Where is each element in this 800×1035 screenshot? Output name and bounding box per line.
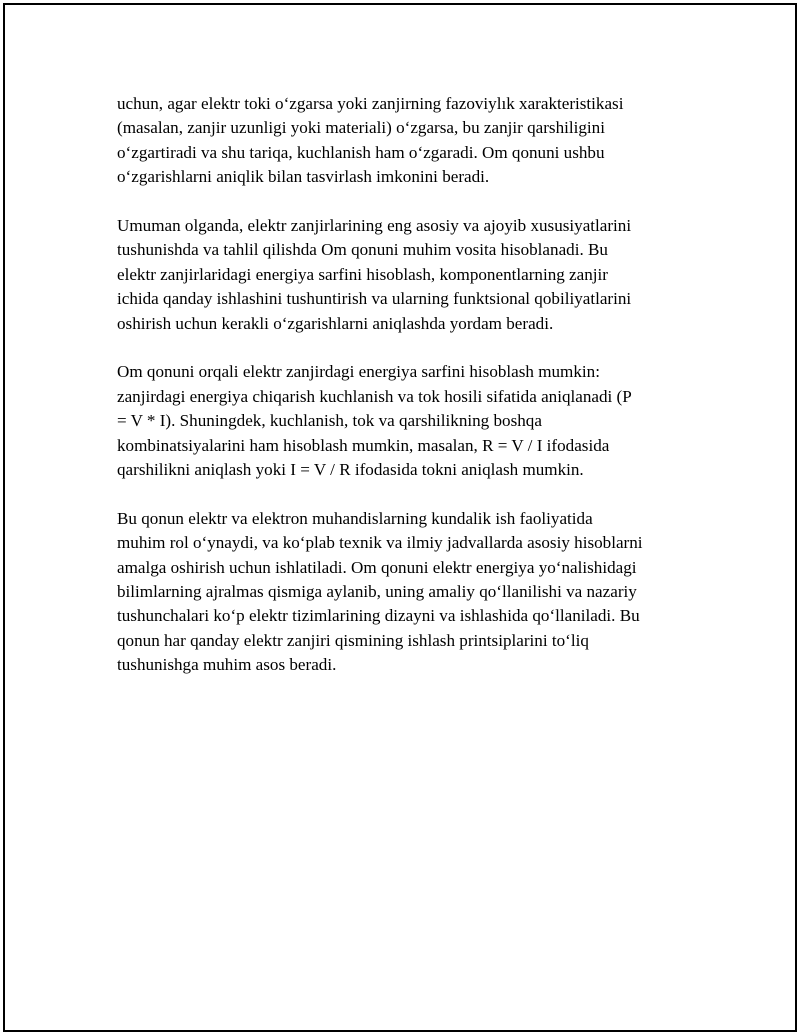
text-line: oshirish uchun kerakli o‘zgarishlarni aniqlashda yordam beradi. bbox=[117, 313, 554, 333]
text-line: ichida qanday ishlashini tushuntirish va ularning funktsional qobiliyatlarini bbox=[117, 289, 632, 309]
text-line: (masalan, zanjir uzunligi yoki materiali) o‘zgarsa, bu zanjir qarshiligini bbox=[117, 118, 605, 138]
text-line: tushunchalari ko‘p elektr tizimlarining dizayni va ishlashida qo‘llaniladi. Bu bbox=[117, 606, 640, 626]
text-line: uchun, agar elektr toki o‘zgarsa yoki zanjirning fazoviylık xarakteristikasi bbox=[117, 94, 624, 113]
text-line: Bu qonun elektr va elektron muhandislarning kundalik ish faoliyatida bbox=[117, 508, 593, 528]
text-line: tushunishda va tahlil qilishda Om qonuni muhim vosita hisoblanadi. Bu bbox=[117, 240, 608, 260]
text-line: tushunishga muhim asos beradi. bbox=[117, 655, 337, 675]
text-line: qonun har qanday elektr zanjiri qismining ishlash printsiplarini to‘liq bbox=[117, 630, 589, 650]
text-line: kombinatsiyalarini ham hisoblash mumkin, masalan, R = V / I ifodasida bbox=[117, 435, 610, 455]
text-line: Om qonuni orqali elektr zanjirdagi energiya sarfini hisoblash mumkin: bbox=[117, 362, 600, 382]
text-line: bilimlarning ajralmas qismiga aylanib, uning amaliy qo‘llanilishi va nazariy bbox=[117, 582, 637, 602]
text-line: zanjirdagi energiya chiqarish kuchlanish va tok hosili sifatida aniqlanadi (P bbox=[117, 386, 632, 406]
document-body bbox=[117, 92, 677, 702]
text-line: amalga oshirish uchun ishlatiladi. Om qonuni elektr energiya yo‘nalishidagi bbox=[117, 557, 637, 577]
paragraph-3 bbox=[117, 360, 677, 482]
paragraph-4 bbox=[117, 507, 677, 678]
text-line: Umuman olganda, elektr zanjirlarining eng asosiy va ajoyib xususiyatlarini bbox=[117, 216, 632, 236]
text-line: elektr zanjirlaridagi energiya sarfini hisoblash, komponentlarning zanjir bbox=[117, 264, 608, 284]
text-line: muhim rol o‘ynaydi, va ko‘plab texnik va ilmiy jadvallarda asosiy hisoblarni bbox=[117, 533, 643, 553]
text-line: o‘zgartiradi va shu tariqa, kuchlanish ham o‘zgaradi. Om qonuni ushbu bbox=[117, 142, 605, 162]
text-line: o‘zgarishlarni aniqlik bilan tasvirlash imkonini beradi. bbox=[117, 167, 490, 187]
text-line: = V * I). Shuningdek, kuchlanish, tok va qarshilikning boshqa bbox=[117, 411, 542, 431]
text-line: qarshilikni aniqlash yoki I = V / R ifodasida tokni aniqlash mumkin. bbox=[117, 460, 584, 480]
paragraph-1 bbox=[117, 92, 677, 190]
paragraph-2 bbox=[117, 214, 677, 336]
